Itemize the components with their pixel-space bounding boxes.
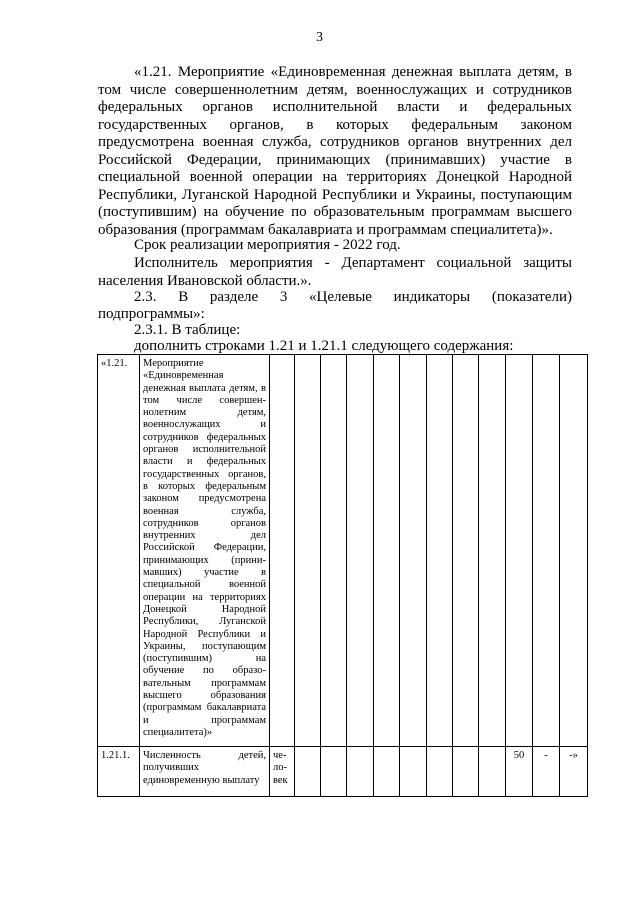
row-value <box>321 747 347 797</box>
row-value <box>321 355 347 747</box>
indicators-table <box>97 354 588 797</box>
row-value <box>479 747 506 797</box>
item-2-3-part: 3 <box>279 289 288 305</box>
row-value <box>374 747 400 797</box>
row-value: -» <box>560 747 588 797</box>
row-value <box>400 747 427 797</box>
row-value <box>427 355 453 747</box>
row-value: - <box>533 747 560 797</box>
page-number: 3 <box>316 30 323 45</box>
row-value <box>479 355 506 747</box>
paragraph-executor: Исполнитель мероприятия - Департамент социальной защиты населения Ивановской области.». <box>98 255 572 289</box>
table-instruction: дополнить строками 1.21 и 1.21.1 следующего содержания: <box>134 338 514 354</box>
row-value <box>533 355 560 747</box>
row-value: 50 <box>506 747 533 797</box>
row-number: 1.21.1. <box>98 747 140 797</box>
row-value <box>427 747 453 797</box>
row-value <box>374 355 400 747</box>
table-row <box>98 355 588 747</box>
row-value <box>506 355 533 747</box>
paragraph-event-1-21: «1.21. Мероприятие «Единовременная денежная выплата детям, в том числе совершеннолетним детям, военнослужащих и сотрудников федеральных органов исполнительной власти и федеральных государственных органов, в которых федеральным законом предусмотрена военная служба, сотрудников органов внутренних дел Российской Федерации, принимающих (принимавших) участие в специальной военной операции на территориях Донецкой Народной Республики, Луганской Народной Республики и Украины, поступающим (поступившим) на обучение по образовательным программам высшего образования (программам бакалавриата и программам специалитета)». <box>98 64 572 238</box>
row-value <box>400 355 427 747</box>
item-2-3-part: В <box>178 289 189 305</box>
row-unit: че- ло- век <box>270 747 295 797</box>
row-value <box>560 355 588 747</box>
row-value <box>295 355 321 747</box>
item-2-3-part: 2.3. <box>134 289 157 305</box>
item-2-3-part: индикаторы <box>393 289 471 305</box>
row-name: Мероприятие «Единовременная денежная выплата детям, в том числе совершен- нолетним детям, военнослужащих и сотрудников федеральных органов исполнительной власти и федеральных государственных органов, в которых федеральным законом предусмотрена военная служба, сотрудников органов внутренних дел Российской Федерации, принимающих (прини- мавших) участие в специальной военной операции на территориях Донецкой Народной Республики, Луганской Народной Республики и Украины, поступающим (поступившим) на обучение по образо- вательным программам высшего образования (программам бакалавриата и программам специалитета)» <box>140 355 270 747</box>
table-row <box>98 747 588 797</box>
row-value <box>453 355 479 747</box>
row-value <box>347 355 374 747</box>
row-value <box>453 747 479 797</box>
row-number: «1.21. <box>98 355 140 747</box>
row-unit <box>270 355 295 747</box>
item-2-3-heading <box>134 289 572 306</box>
item-2-3-part: разделе <box>209 289 259 305</box>
row-value <box>295 747 321 797</box>
item-2-3-continuation: подпрограммы»: <box>98 306 205 322</box>
paragraph-deadline: Срок реализации мероприятия - 2022 год. <box>134 237 401 253</box>
item-2-3-1: 2.3.1. В таблице: <box>134 322 241 338</box>
item-2-3-part: (показатели) <box>491 289 572 305</box>
item-2-3-part: «Целевые <box>309 289 372 305</box>
row-name: Численность детей, получивших единовременную выплату <box>140 747 270 797</box>
row-value <box>347 747 374 797</box>
